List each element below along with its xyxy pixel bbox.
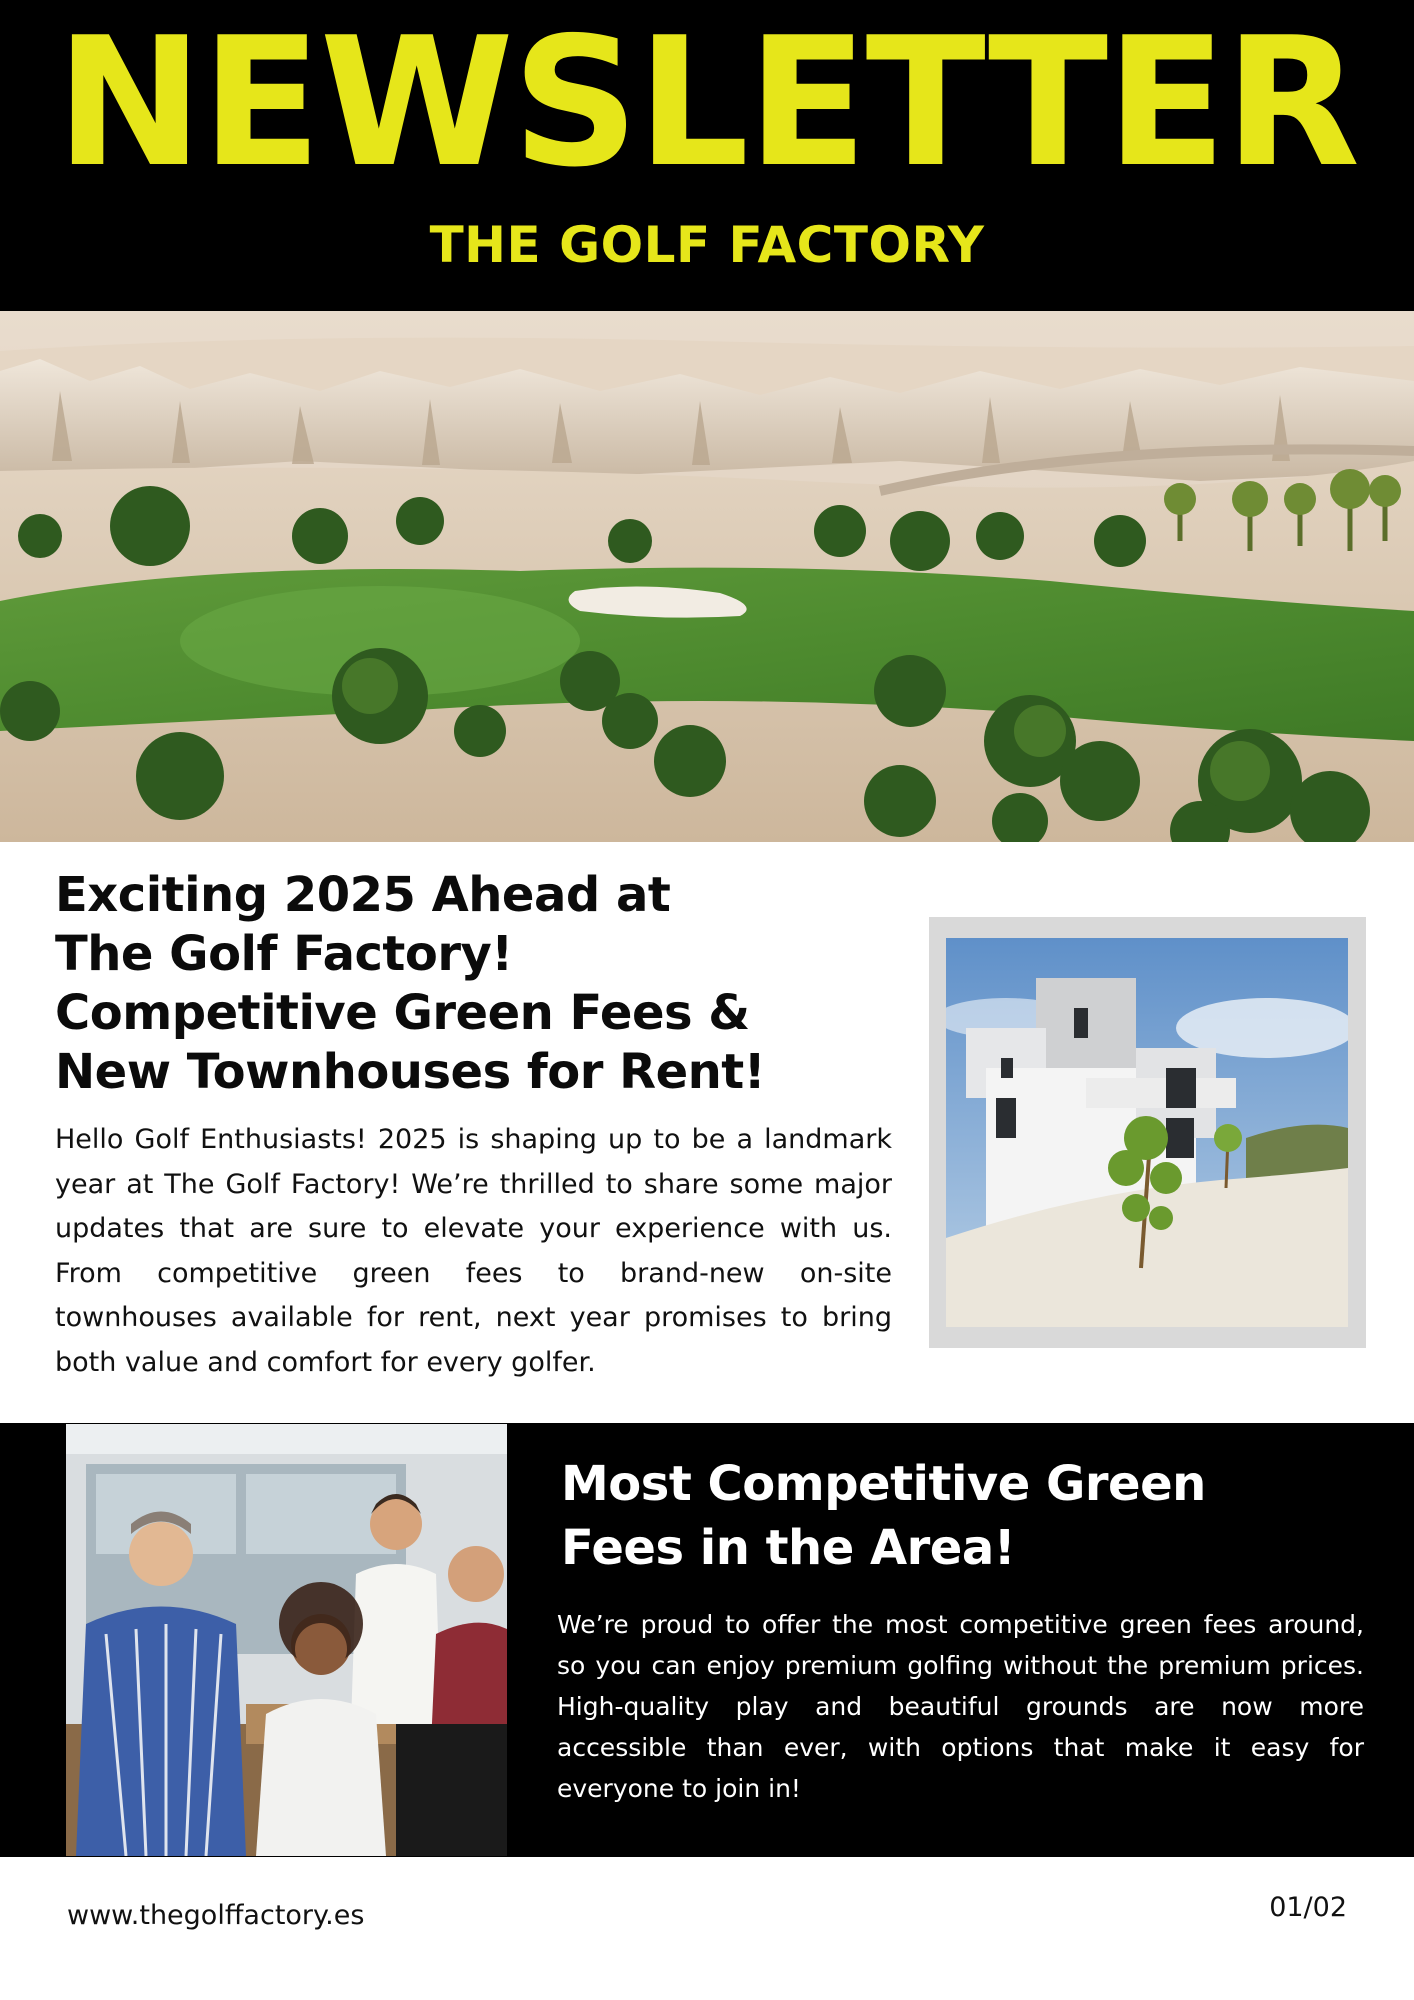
headline-line: The Golf Factory! <box>55 926 513 982</box>
headline-line: Competitive Green Fees & <box>55 985 750 1041</box>
golf-course-hero-image <box>0 311 1414 842</box>
masthead <box>0 0 1414 311</box>
newsletter-title: NEWSLETTER <box>55 0 1359 206</box>
townhouse-image-frame <box>929 917 1366 1348</box>
green-fees-body: We’re proud to offer the most competitive green fees around, so you can enjoy premium golfing without the premium prices. High-quality play and beautiful grounds are now more accessible than ever, with options that make it easy for everyone to join in! <box>557 1610 1364 1803</box>
townhouse-image <box>946 938 1348 1327</box>
happy-group-image <box>66 1424 507 1856</box>
article-body: Hello Golf Enthusiasts! 2025 is shaping up to be a landmark year at The Golf Factory! We’re thrilled to share some major updates that are sure to elevate your experience with us. From competitive green fees to brand-new on-site townhouses available for rent, next year promises to bring both value and comfort for every golfer. <box>55 1124 892 1378</box>
title-line: Fees in the Area! <box>561 1520 1016 1576</box>
green-fees-title <box>561 1452 1381 1580</box>
title-line: Most Competitive Green <box>561 1456 1206 1512</box>
headline-line: New Townhouses for Rent! <box>55 1044 766 1100</box>
website-link[interactable]: www.thegolffactory.es <box>67 1900 365 1931</box>
brand-subtitle: THE GOLF FACTORY <box>429 216 985 274</box>
headline-line: Exciting 2025 Ahead at <box>55 867 671 923</box>
article-headline <box>55 866 915 1102</box>
page-number: 01/02 <box>1269 1892 1347 1923</box>
